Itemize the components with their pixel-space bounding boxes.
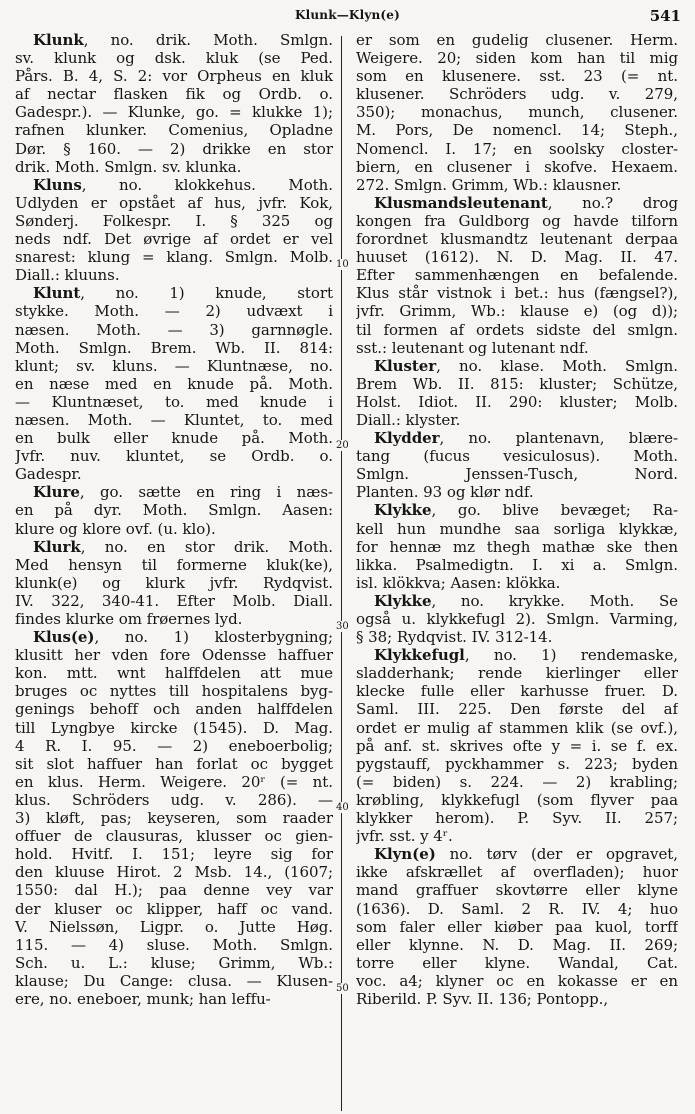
text-line: klure og klore ovf. (u. klo). (15, 519, 216, 538)
line-number: 50 (336, 983, 356, 994)
text-line: sladderhank; rende kierlinger eller (356, 664, 678, 683)
text-line: Klus(e), no. 1) klosterbygning; (33, 628, 333, 647)
text-line: Klykkefugl, no. 1) rendemaske, (374, 646, 678, 665)
page-number: 541 (649, 7, 681, 25)
text-line: Saml. III. 225. Den første del af (356, 700, 678, 719)
text-line: Klydder, no. plantenavn, blære- (374, 429, 678, 448)
text-line: genings behoff och anden halffdelen (15, 700, 333, 719)
column-rule (341, 36, 342, 1111)
text-line: 1550: dal H.); paa denne vey var (15, 881, 333, 900)
text-line: næsen. Moth. — Kluntet, to. med (15, 410, 333, 429)
text-line: Dør. § 160. — 2) drikke en stor (15, 139, 333, 158)
text-line: Riberild. P. Syv. II. 136; Pontopp., (356, 989, 609, 1008)
text-line: Klusmandsleutenant, no.? drog (374, 193, 678, 212)
text-line: drik. Moth. Smlgn. sv. klunka. (15, 157, 242, 176)
text-line: Sønderj. Folkespr. I. § 325 og (15, 211, 333, 230)
text-line: Pårs. B. 4, S. 2: vor Orpheus en kluk (15, 67, 333, 86)
text-line: klunk(e) og klurk jvfr. Rydqvist. (15, 573, 333, 592)
text-line: Brem Wb. II. 815: kluster; Schütze, (356, 374, 678, 393)
text-line: Sch. u. L.: kluse; Grimm, Wb.: (15, 953, 333, 972)
running-head: Klunk—Klyn(e) (294, 8, 401, 22)
text-line: Udlyden er opstået af hus, jvfr. Kok, (15, 193, 333, 212)
text-line: biern, en clusener i skofve. Hexaem. (356, 157, 678, 176)
text-line: Klure, go. sætte en ring i næs- (33, 483, 333, 502)
text-line: hold. Hvitf. I. 151; leyre sig for (15, 845, 333, 864)
text-line: en klus. Herm. Weigere. 20ʳ (= nt. (15, 772, 333, 791)
text-line: eller klynne. N. D. Mag. II. 269; (356, 935, 678, 954)
text-line: snarest: klung = klang. Smlgn. Molb. (15, 248, 333, 267)
text-line: till Lyngbye kircke (1545). D. Mag. (15, 718, 333, 737)
text-line: Smlgn. Jenssen-Tusch, Nord. (356, 465, 678, 484)
text-line: Klunt, no. 1) knude, stort (33, 284, 333, 303)
text-line: Klus står vistnok i bet.: hus (fængsel?), (356, 284, 678, 303)
text-line: sit slot haffuer han forlat oc bygget (15, 754, 333, 773)
text-line: isl. klökkva; Aasen: klökka. (356, 573, 561, 592)
text-line: Klykke, no. krykke. Moth. Se (374, 591, 678, 610)
text-line: torre eller klyne. Wandal, Cat. (356, 953, 678, 972)
text-line: der kluser oc klipper, haff oc vand. (15, 899, 333, 918)
text-line: M. Pors, De nomencl. 14; Steph., (356, 121, 678, 140)
text-line: jvfr. Grimm, Wb.: klause e) (og d)); (356, 302, 678, 321)
text-line: Diall.: klyster. (356, 410, 461, 429)
text-line: en på dyr. Moth. Smlgn. Aasen: (15, 501, 333, 520)
text-line: Kluns, no. klokkehus. Moth. (33, 175, 333, 194)
text-line: Nomencl. I. 17; en soolsky closter- (356, 139, 678, 158)
text-line: til formen af ordets sidste del smlgn. (356, 320, 678, 339)
right-column (356, 31, 678, 1111)
text-line: også u. klykkefugl 2). Smlgn. Varming, (356, 610, 678, 628)
text-line: klusitt her vden fore Odensse haffuer (15, 646, 333, 665)
text-line: en bulk eller knude på. Moth. (15, 429, 333, 448)
text-line: Planten. 93 og klør ndf. (356, 483, 534, 502)
line-number: 10 (336, 259, 356, 270)
page-header (0, 5, 695, 27)
text-line: klusener. Schröders udg. v. 279, (356, 85, 678, 104)
text-line: Klykke, go. blive bevæget; Ra- (374, 501, 678, 520)
text-line: rafnen klunker. Comenius, Opladne (15, 121, 333, 140)
text-line: Holst. Idiot. II. 290: kluster; Molb. (356, 392, 678, 411)
text-line: Diall.: kluuns. (15, 266, 120, 285)
text-line: Weigere. 20; siden kom han til mig (356, 49, 678, 68)
text-line: 4 R. I. 95. — 2) eneboerbolig; (15, 736, 333, 755)
text-line: bruges oc nyttes till hospitalens byg- (15, 682, 333, 701)
text-line: Jvfr. nuv. kluntet, se Ordb. o. (15, 447, 333, 466)
text-line: mand graffuer skovtørre eller klyne (356, 881, 678, 900)
text-line: pygstauff, pyckhammer s. 223; byden (356, 754, 678, 773)
text-line: på anf. st. skrives ofte y = i. se f. ex. (356, 736, 678, 755)
text-line: forordnet klusmandtz leutenant derpaa (356, 230, 678, 249)
text-line: krøbling, klykkefugl (som flyver paa (356, 790, 678, 809)
text-line: en næse med en knude på. Moth. (15, 374, 333, 393)
text-line: den kluuse Hirot. 2 Msb. 14., (1607; (15, 863, 333, 882)
text-line: næsen. Moth. — 3) garnnøgle. (15, 320, 333, 339)
text-line: kongen fra Guldborg og havde tilforn (356, 211, 678, 230)
text-line: IV. 322, 340-41. Efter Molb. Diall. (15, 591, 333, 610)
text-line: stykke. Moth. — 2) udvæxt i (15, 302, 333, 321)
text-line: Klurk, no. en stor drik. Moth. (33, 537, 333, 556)
text-line: (= biden) s. 224. — 2) krabling; (356, 772, 678, 791)
text-line: Moth. Smlgn. Brem. Wb. II. 814: (15, 338, 333, 357)
text-line: for hennæ mz thegh mathæ ske then (356, 537, 678, 556)
text-line: Klunk, no. drik. Moth. Smlgn. (33, 31, 333, 49)
text-line: kon. mtt. wnt halffdelen att mue (15, 664, 333, 683)
text-line: — Kluntnæset, to. med knude i (15, 392, 333, 411)
left-column (15, 31, 333, 1111)
text-line: voc. a4; klyner oc en kokasse er en (356, 971, 678, 990)
text-line: er som en gudelig clusener. Herm. (356, 31, 678, 49)
text-line: som en klusenere. sst. 23 (= nt. (356, 67, 678, 86)
text-line: Gadespr.). — Klunke, go. = klukke 1); (15, 103, 333, 122)
text-line: offuer de clausuras, klusser oc gien- (15, 827, 333, 846)
line-number: 30 (336, 621, 356, 632)
text-line: ikke afskrællet af overfladen); huor (356, 863, 678, 882)
text-line: neds ndf. Det øvrige af ordet er vel (15, 230, 333, 249)
line-number: 40 (336, 802, 356, 813)
text-line: klecke fulle eller karhusse fruer. D. (356, 682, 678, 701)
text-line: findes klurke om frøernes lyd. (15, 610, 243, 628)
text-line: huuset (1612). N. D. Mag. II. 47. (356, 248, 678, 267)
text-line: 350); monachus, munch, clusener. (356, 103, 678, 122)
text-line: likka. Psalmedigtn. I. xi a. Smlgn. (356, 555, 678, 574)
text-line: jvfr. sst. y 4ʳ. (356, 827, 453, 846)
text-line: klykker herom). P. Syv. II. 257; (356, 809, 678, 828)
text-line: tang (fucus vesiculosus). Moth. (356, 447, 678, 466)
text-line: (1636). D. Saml. 2 R. IV. 4; huo (356, 899, 678, 918)
text-line: af nectar flasken fik og Ordb. o. (15, 85, 333, 104)
text-line: Efter sammenhængen en befalende. (356, 266, 678, 285)
text-line: V. Nielssøn, Ligpr. o. Jutte Høg. (15, 917, 333, 936)
text-line: klus. Schröders udg. v. 286). — (15, 790, 333, 809)
text-line: ere, no. eneboer, munk; han leffu- (15, 989, 271, 1008)
text-line: Gadespr. (15, 465, 82, 484)
text-line: § 38; Rydqvist. IV. 312-14. (356, 628, 553, 647)
text-line: Med hensyn til formerne kluk(ke), (15, 555, 333, 574)
text-line: som faler eller kiøber paa kuol, torff (356, 917, 678, 936)
text-line: 115. — 4) sluse. Moth. Smlgn. (15, 935, 333, 954)
text-line: Kluster, no. klase. Moth. Smlgn. (374, 356, 678, 375)
text-line: 3) kløft, pas; keyseren, som raader (15, 809, 333, 828)
line-number: 20 (336, 440, 356, 451)
text-line: sv. klunk og dsk. kluk (se Ped. (15, 49, 333, 68)
text-line: ordet er mulig af stammen klik (se ovf.), (356, 718, 678, 737)
text-line: Klyn(e) no. tørv (der er opgravet, (374, 845, 678, 864)
text-line: sst.: leutenant og lutenant ndf. (356, 338, 589, 357)
text-line: klunt; sv. kluns. — Kluntnæse, no. (15, 356, 333, 375)
text-line: kell hun mundhe saa sorliga klykkæ, (356, 519, 678, 538)
text-line: klause; Du Cange: clusa. — Klusen- (15, 971, 333, 990)
text-line: 272. Smlgn. Grimm, Wb.: klausner. (356, 175, 622, 194)
